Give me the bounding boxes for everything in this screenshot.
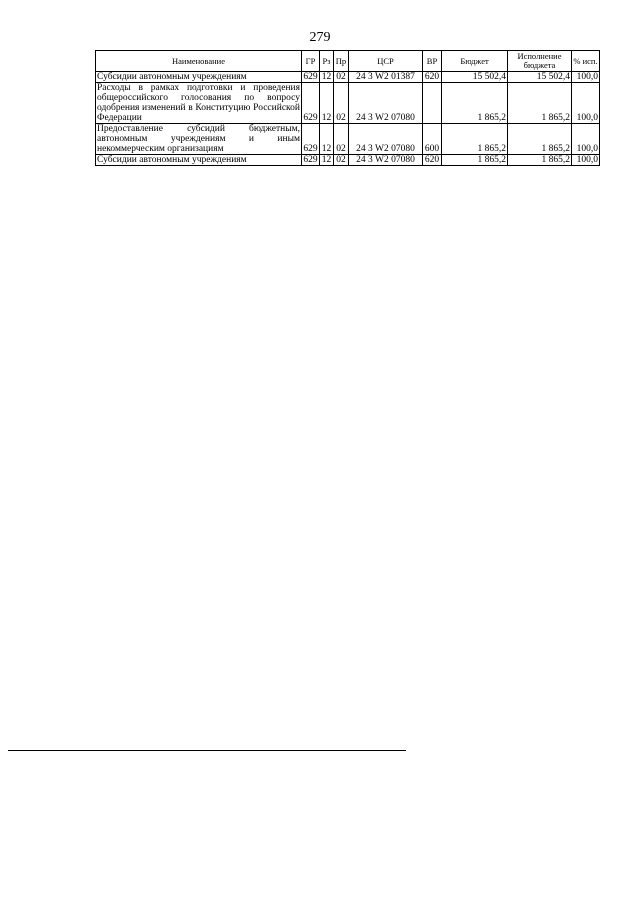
row-gr: 629	[303, 72, 318, 82]
row-rz: 12	[320, 83, 334, 124]
header-name: Наименование	[96, 51, 302, 72]
row-name: Предоставление субсидий бюджетным, автономным учреждениям и иным некоммерческим организациям	[97, 124, 300, 154]
row-vr: 620	[423, 155, 442, 166]
header-budget: Бюджет	[442, 51, 508, 72]
header-vr: ВР	[423, 51, 442, 72]
row-budget: 1 865,2	[442, 155, 508, 166]
table-row	[96, 72, 600, 83]
row-rz: 12	[320, 72, 334, 83]
header-pr: Пр	[334, 51, 349, 72]
row-rz: 12	[320, 124, 334, 155]
row-percent: 100,0	[572, 155, 600, 166]
footer-rule	[8, 750, 406, 751]
row-csr: 24 3 W2 01387	[349, 72, 423, 83]
row-name: Субсидии автономным учреждениям	[96, 155, 302, 166]
row-pr: 02	[334, 83, 349, 124]
row-percent: 100,0	[572, 83, 600, 124]
row-csr: 24 3 W2 07080	[349, 124, 423, 155]
row-pr: 02	[334, 124, 349, 155]
row-execution: 1 865,2	[508, 83, 572, 124]
row-csr: 24 3 W2 07080	[349, 83, 423, 124]
row-rz: 12	[320, 155, 334, 166]
row-execution: 1 865,2	[508, 124, 572, 155]
table-header-row	[96, 51, 600, 72]
row-percent: 100,0	[572, 124, 600, 155]
header-gr: ГР	[302, 51, 320, 72]
row-name: Расходы в рамках подготовки и проведения общероссийского голосования по вопросу одобрения изменений в Конституцию Российской Федерации	[97, 83, 300, 123]
table-row	[96, 83, 600, 124]
header-percent: % исп.	[572, 51, 600, 72]
table-row	[96, 155, 600, 166]
row-gr: 629	[302, 83, 320, 124]
row-pr: 02	[334, 72, 349, 83]
row-gr: 629	[303, 155, 318, 165]
row-percent: 100,0	[572, 72, 600, 83]
row-execution: 15 502,4	[508, 72, 572, 83]
header-rz: Рз	[320, 51, 334, 72]
row-gr: 629	[302, 124, 320, 155]
page-number: 279	[309, 30, 331, 45]
header-csr: ЦСР	[349, 51, 423, 72]
row-vr	[423, 83, 442, 124]
row-vr: 600	[423, 124, 442, 155]
row-pr: 02	[334, 155, 349, 166]
row-budget: 1 865,2	[442, 83, 508, 124]
row-budget: 15 502,4	[442, 72, 508, 83]
table-row	[96, 124, 600, 155]
row-budget: 1 865,2	[442, 124, 508, 155]
row-csr: 24 3 W2 07080	[349, 155, 423, 166]
row-name: Субсидии автономным учреждениям	[96, 72, 302, 83]
row-execution: 1 865,2	[508, 155, 572, 166]
row-vr: 620	[423, 72, 442, 83]
header-execution: Исполнение бюджета	[508, 51, 572, 72]
budget-table	[95, 50, 600, 166]
